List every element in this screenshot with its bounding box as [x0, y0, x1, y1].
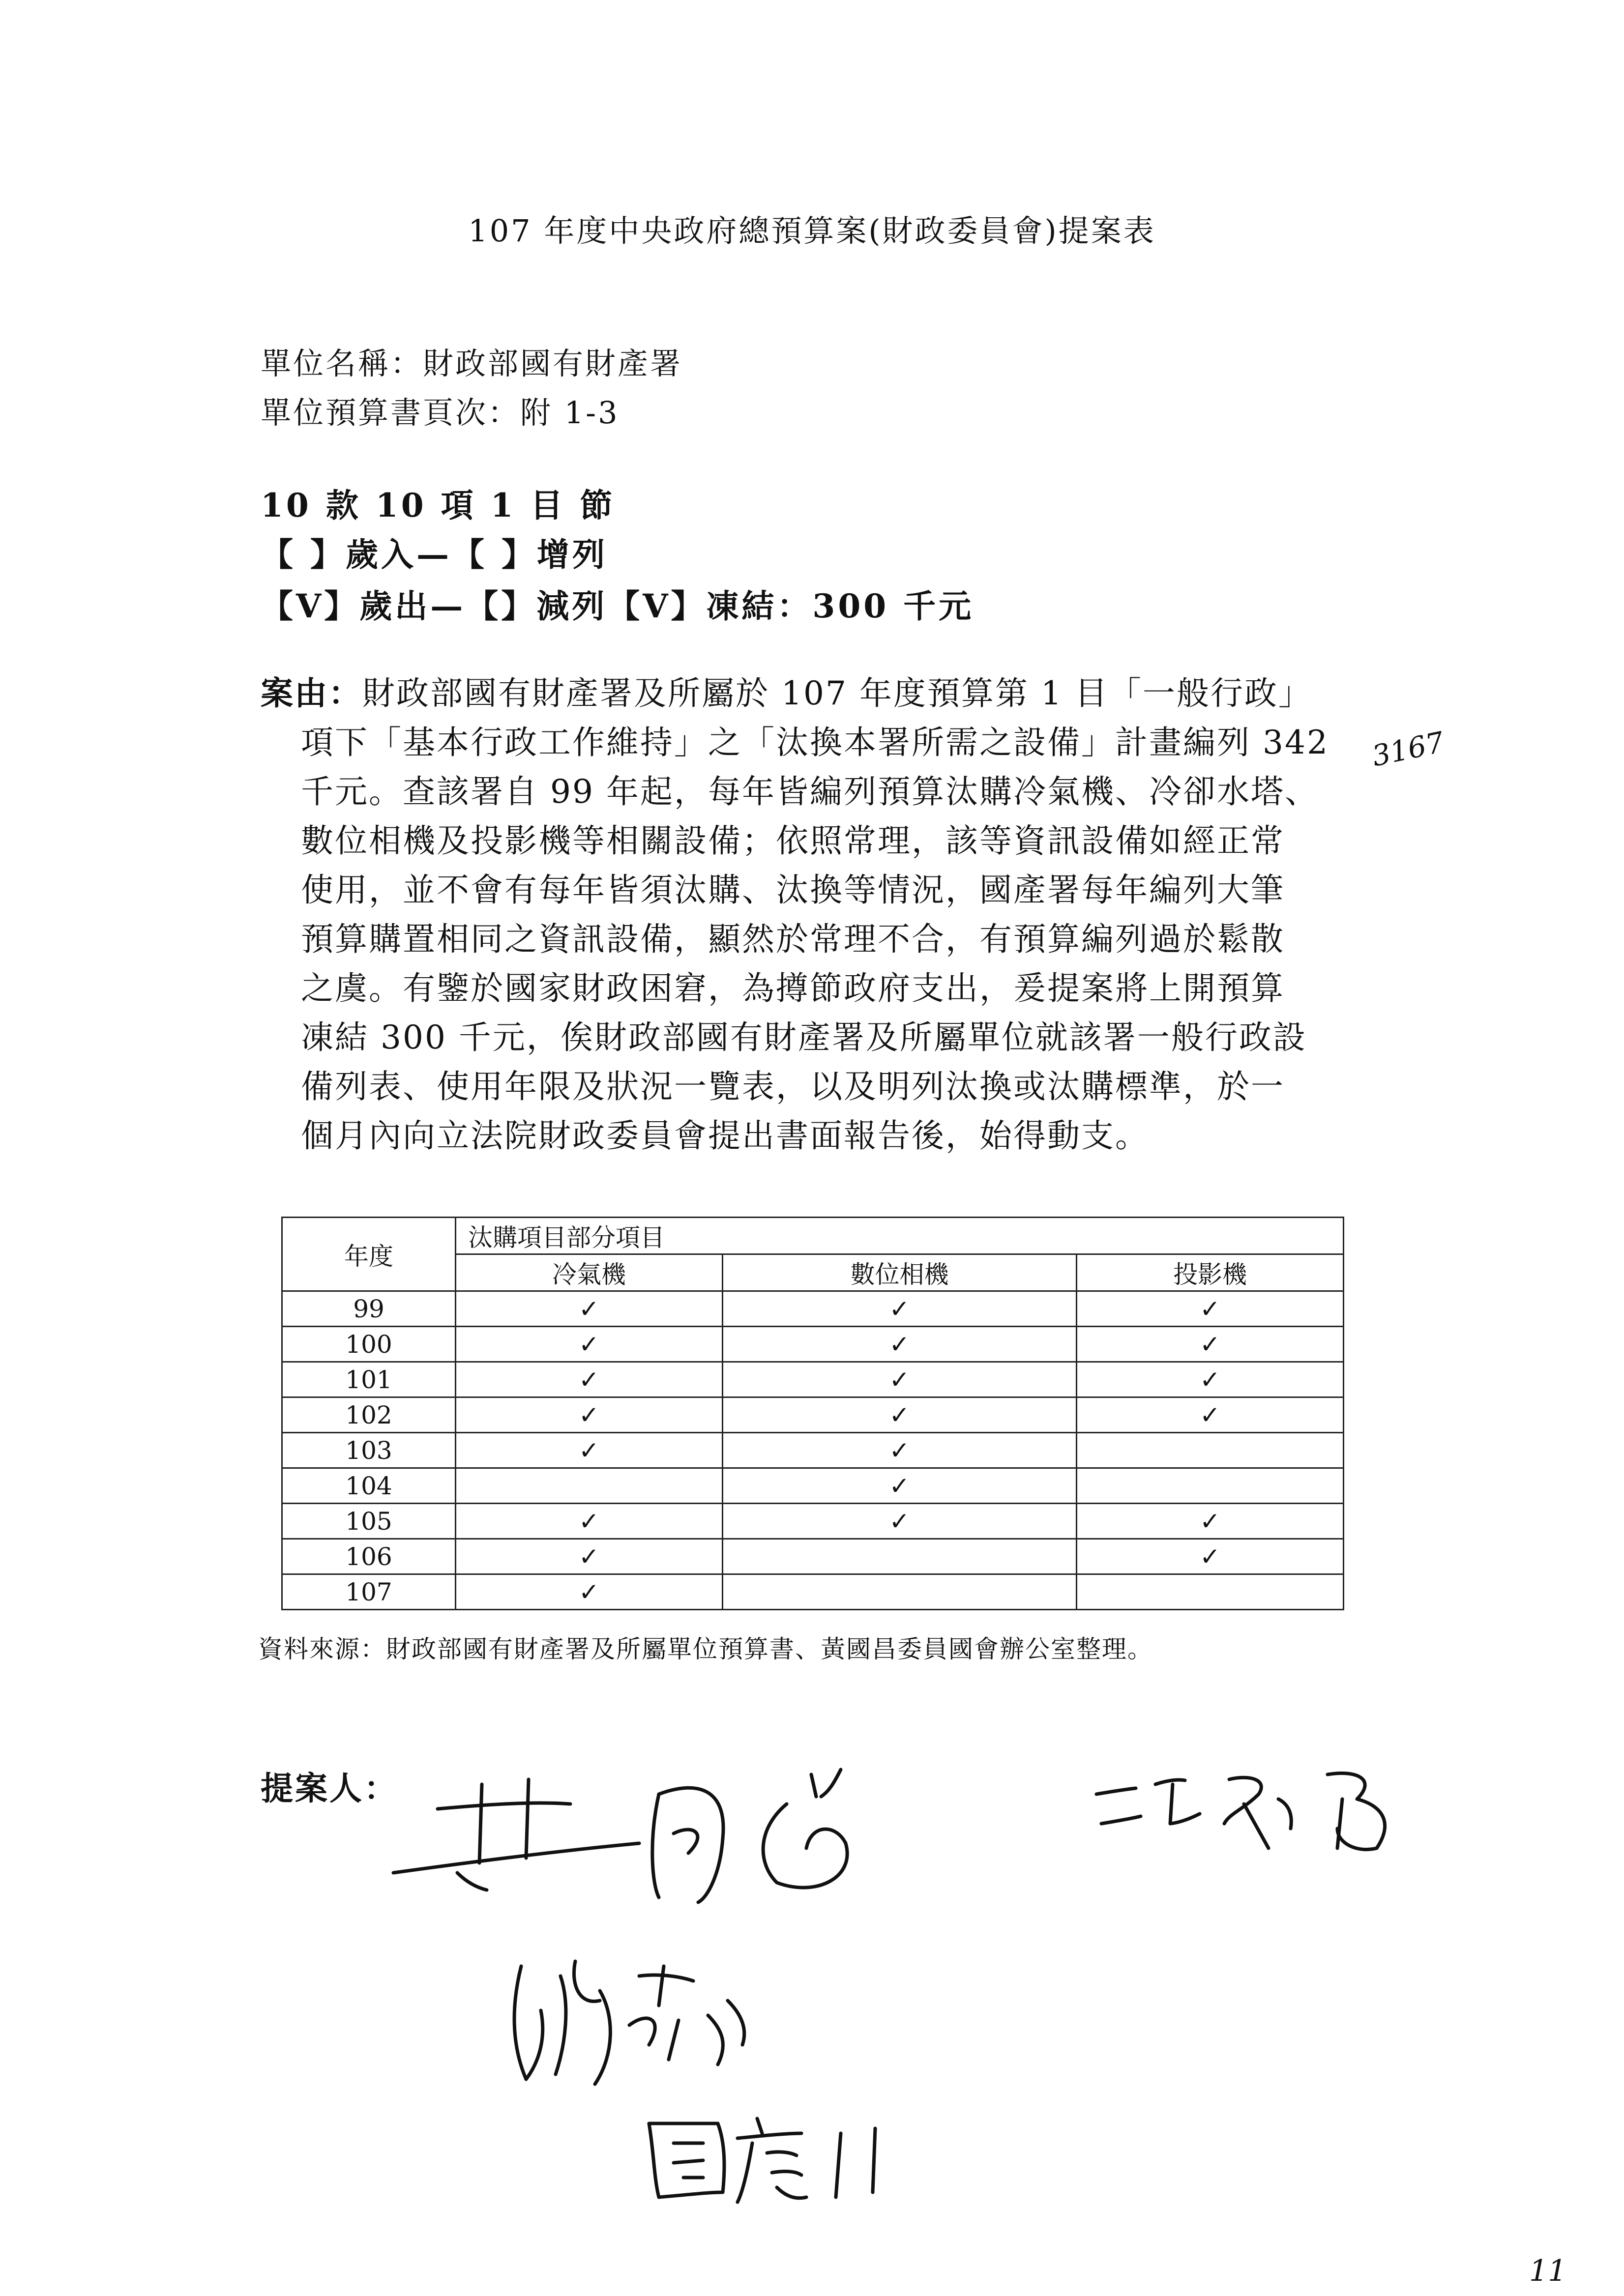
reason-line: 千元。查該署自 99 年起，每年皆編列預算汰購冷氣機、冷卻水塔、 — [301, 773, 1319, 811]
signature-4-icon — [639, 2109, 905, 2207]
year-header: 年度 — [282, 1218, 456, 1291]
table-row — [282, 1574, 1344, 1610]
year-cell: 103 — [282, 1433, 456, 1468]
year-cell: 106 — [282, 1539, 456, 1574]
reason-label: 案由： — [261, 674, 362, 712]
table-row — [282, 1327, 1344, 1362]
check-icon: ✓ — [722, 1327, 1076, 1362]
page-number: 11 — [1529, 2254, 1567, 2288]
year-cell: 101 — [282, 1362, 456, 1397]
section-line-3: 【V】歲出—【】減列【V】凍結：300 千元 — [261, 587, 974, 625]
year-cell: 102 — [282, 1397, 456, 1433]
table-row — [282, 1504, 1344, 1539]
section-line-2: 【 】歲入—【 】增列 — [261, 535, 608, 574]
purchase-table — [281, 1217, 1344, 1610]
reason-line: 使用，並不會有每年皆須汰購、汰換等情況，國產署每年編列大筆 — [301, 871, 1285, 909]
page-title: 107 年度中央政府總預算案(財政委員會)提案表 — [468, 213, 1156, 249]
reason-line: 項下「基本行政工作維持」之「汰換本署所需之設備」計畫編列 342 — [301, 724, 1329, 761]
table-row — [282, 1468, 1344, 1504]
check-icon: ✓ — [722, 1504, 1076, 1539]
proposer-label: 提案人： — [261, 1769, 398, 1807]
check-icon: ✓ — [456, 1362, 723, 1397]
reason-line: 預算購置相同之資訊設備，顯然於常理不合，有預算編列過於鬆散 — [301, 920, 1285, 958]
year-cell: 107 — [282, 1574, 456, 1610]
reason-block — [261, 668, 1431, 1161]
table-row — [282, 1539, 1344, 1574]
signature-1 — [384, 1750, 900, 1912]
empty-cell — [456, 1468, 723, 1504]
table-row — [282, 1397, 1344, 1433]
col-header-camera: 數位相機 — [722, 1254, 1076, 1291]
check-icon: ✓ — [456, 1291, 723, 1327]
budget-page: 單位預算書頁次：附 1-3 — [261, 395, 620, 431]
col-header-ac: 冷氣機 — [456, 1254, 723, 1291]
check-icon: ✓ — [1077, 1539, 1344, 1574]
handwritten-correction: 3167 — [1369, 725, 1447, 773]
source-note: 資料來源：財政部國有財產署及所屬單位預算書、黃國昌委員國會辦公室整理。 — [258, 1635, 1153, 1663]
reason-line: 之虞。有鑒於國家財政困窘，為撙節政府支出，爰提案將上開預算 — [301, 969, 1285, 1007]
table-row — [282, 1362, 1344, 1397]
check-icon: ✓ — [456, 1433, 723, 1468]
check-icon: ✓ — [722, 1433, 1076, 1468]
check-icon: ✓ — [722, 1468, 1076, 1504]
table-row — [282, 1433, 1344, 1468]
year-cell: 99 — [282, 1291, 456, 1327]
check-icon: ✓ — [456, 1574, 723, 1610]
check-icon: ✓ — [456, 1327, 723, 1362]
check-icon: ✓ — [722, 1362, 1076, 1397]
reason-line: 財政部國有財產署及所屬於 107 年度預算第 1 目「一般行政」 — [362, 674, 1312, 712]
empty-cell — [1077, 1433, 1344, 1468]
empty-cell — [722, 1574, 1076, 1610]
check-icon: ✓ — [722, 1397, 1076, 1433]
year-cell: 100 — [282, 1327, 456, 1362]
check-icon: ✓ — [1077, 1397, 1344, 1433]
year-cell: 104 — [282, 1468, 456, 1504]
check-icon: ✓ — [1077, 1504, 1344, 1539]
reason-line: 數位相機及投影機等相關設備；依照常理，該等資訊設備如經正常 — [301, 822, 1285, 860]
empty-cell — [722, 1539, 1076, 1574]
check-icon: ✓ — [1077, 1362, 1344, 1397]
empty-cell — [1077, 1574, 1344, 1610]
group-header: 汰購項目部分項目 — [456, 1218, 1344, 1254]
section-line-1: 10 款 10 項 1 目 節 — [261, 486, 616, 524]
signature-2 — [1082, 1750, 1416, 1868]
reason-line: 凍結 300 千元，俟財政部國有財產署及所屬單位就該署一般行政設 — [301, 1018, 1307, 1056]
reason-line: 備列表、使用年限及狀況一覽表，以及明列汰換或汰購標準，於一 — [301, 1068, 1285, 1105]
check-icon: ✓ — [456, 1397, 723, 1433]
check-icon: ✓ — [722, 1291, 1076, 1327]
table-row — [282, 1291, 1344, 1327]
check-icon: ✓ — [1077, 1327, 1344, 1362]
empty-cell — [1077, 1468, 1344, 1504]
reason-line: 個月內向立法院財政委員會提出書面報告後，始得動支。 — [301, 1117, 1149, 1155]
check-icon: ✓ — [456, 1539, 723, 1574]
check-icon: ✓ — [456, 1504, 723, 1539]
unit-name: 單位名稱：財政部國有財產署 — [261, 346, 683, 381]
year-cell: 105 — [282, 1504, 456, 1539]
check-icon: ✓ — [1077, 1291, 1344, 1327]
signature-3 — [502, 1947, 777, 2094]
col-header-projector: 投影機 — [1077, 1254, 1344, 1291]
